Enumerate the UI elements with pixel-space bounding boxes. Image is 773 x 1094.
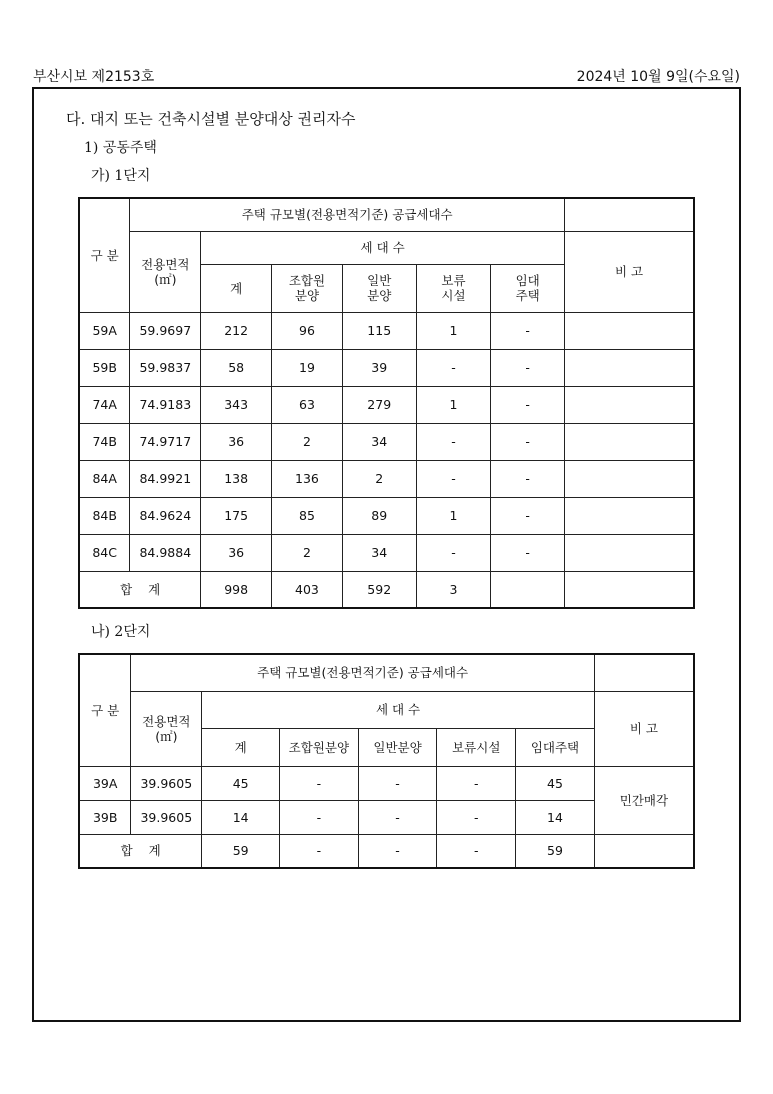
cell-note — [565, 312, 694, 349]
cell-reserve: - — [416, 534, 491, 571]
cell-rental: - — [491, 312, 565, 349]
cell-rental: - — [491, 386, 565, 423]
cell-area: 39.9605 — [131, 766, 202, 800]
table-row — [79, 534, 694, 571]
table-row — [79, 386, 694, 423]
cell-rental: - — [491, 349, 565, 386]
cell-area: 39.9605 — [131, 800, 202, 834]
cell-union: - — [280, 800, 359, 834]
cell-union: 63 — [272, 386, 343, 423]
header-general: 일반분양 — [358, 728, 437, 766]
cell-general: 34 — [342, 534, 416, 571]
sum-rental — [491, 571, 565, 608]
cell-union: 85 — [272, 497, 343, 534]
cell-area: 59.9697 — [130, 312, 201, 349]
cell-type: 84C — [79, 534, 130, 571]
sum-total: 59 — [202, 834, 280, 868]
cell-general: 89 — [342, 497, 416, 534]
cell-type: 59A — [79, 312, 130, 349]
cell-total: 138 — [201, 460, 272, 497]
header-area: 전용면적 (㎡) — [131, 691, 202, 766]
cell-type: 74B — [79, 423, 130, 460]
header-supply: 주택 규모별(전용면적기준) 공급세대수 — [130, 198, 565, 231]
cell-union: 2 — [272, 423, 343, 460]
header-total: 계 — [202, 728, 280, 766]
header-units: 세 대 수 — [202, 691, 595, 728]
sum-union: 403 — [272, 571, 343, 608]
header-remarks: 비 고 — [594, 691, 694, 766]
cell-total: 36 — [201, 534, 272, 571]
header-union: 조합원 분양 — [272, 264, 343, 312]
sum-row — [79, 834, 694, 868]
cell-note — [565, 386, 694, 423]
sum-total: 998 — [201, 571, 272, 608]
table-row — [79, 497, 694, 534]
cell-rental: - — [491, 423, 565, 460]
cell-reserve: - — [416, 460, 491, 497]
cell-reserve: - — [437, 800, 516, 834]
cell-type: 39B — [79, 800, 131, 834]
header-total: 계 — [201, 264, 272, 312]
cell-type: 84B — [79, 497, 130, 534]
header-remarks: 비 고 — [565, 231, 694, 312]
cell-reserve: - — [416, 423, 491, 460]
header-blank — [594, 654, 694, 691]
cell-rental: 45 — [516, 766, 595, 800]
header-rental: 임대주택 — [516, 728, 595, 766]
sum-label: 합 계 — [79, 571, 201, 608]
cell-total: 212 — [201, 312, 272, 349]
cell-reserve: 1 — [416, 497, 491, 534]
cell-total: 343 — [201, 386, 272, 423]
cell-union: - — [280, 766, 359, 800]
section-title: 다. 대지 또는 건축시설별 분양대상 권리자수 — [66, 110, 356, 128]
cell-union: 136 — [272, 460, 343, 497]
sum-label: 합 계 — [79, 834, 202, 868]
cell-reserve: 1 — [416, 386, 491, 423]
header-group: 구 분 — [79, 654, 131, 766]
complex1-table — [78, 197, 695, 609]
cell-union: 2 — [272, 534, 343, 571]
cell-rental: - — [491, 534, 565, 571]
cell-type: 84A — [79, 460, 130, 497]
cell-note — [565, 497, 694, 534]
cell-general: 279 — [342, 386, 416, 423]
cell-type: 74A — [79, 386, 130, 423]
cell-type: 39A — [79, 766, 131, 800]
cell-general: 34 — [342, 423, 416, 460]
cell-reserve: - — [437, 766, 516, 800]
cell-area: 84.9884 — [130, 534, 201, 571]
cell-area: 84.9624 — [130, 497, 201, 534]
cell-union: 19 — [272, 349, 343, 386]
cell-type: 59B — [79, 349, 130, 386]
header-union: 조합원분양 — [280, 728, 359, 766]
cell-rental: - — [491, 497, 565, 534]
subsection-title: 1) 공동주택 — [84, 140, 157, 156]
header-group: 구 분 — [79, 198, 130, 312]
cell-area: 74.9717 — [130, 423, 201, 460]
cell-total: 175 — [201, 497, 272, 534]
cell-area: 59.9837 — [130, 349, 201, 386]
table-row — [79, 349, 694, 386]
cell-reserve: 1 — [416, 312, 491, 349]
cell-union: 96 — [272, 312, 343, 349]
sum-general: - — [358, 834, 437, 868]
cell-area: 84.9921 — [130, 460, 201, 497]
sum-note — [594, 834, 694, 868]
header-units: 세 대 수 — [201, 231, 565, 264]
cell-note — [565, 349, 694, 386]
cell-note — [565, 423, 694, 460]
header-supply: 주택 규모별(전용면적기준) 공급세대수 — [131, 654, 594, 691]
cell-rental: - — [491, 460, 565, 497]
table-row — [79, 460, 694, 497]
cell-total: 58 — [201, 349, 272, 386]
cell-rental: 14 — [516, 800, 595, 834]
sum-general: 592 — [342, 571, 416, 608]
header-general: 일반 분양 — [342, 264, 416, 312]
table-row — [79, 766, 694, 800]
complex1-label: 가) 1단지 — [91, 168, 151, 184]
cell-general: - — [358, 766, 437, 800]
cell-total: 14 — [202, 800, 280, 834]
sum-reserve: 3 — [416, 571, 491, 608]
header-area: 전용면적 (㎡) — [130, 231, 201, 312]
cell-general: 39 — [342, 349, 416, 386]
cell-note — [565, 460, 694, 497]
table-row — [79, 312, 694, 349]
sum-union: - — [280, 834, 359, 868]
header-reserve: 보류시설 — [437, 728, 516, 766]
cell-general: 115 — [342, 312, 416, 349]
cell-area: 74.9183 — [130, 386, 201, 423]
cell-reserve: - — [416, 349, 491, 386]
cell-general: 2 — [342, 460, 416, 497]
bulletin-date: 2024년 10월 9일(수요일) — [576, 69, 740, 85]
cell-total: 36 — [201, 423, 272, 460]
sum-reserve: - — [437, 834, 516, 868]
bulletin-issue: 부산시보 제2153호 — [33, 69, 155, 85]
header-reserve: 보류 시설 — [416, 264, 491, 312]
sum-note — [565, 571, 694, 608]
cell-general: - — [358, 800, 437, 834]
header-rental: 임대 주택 — [491, 264, 565, 312]
cell-total: 45 — [202, 766, 280, 800]
table-row — [79, 423, 694, 460]
complex2-table — [78, 653, 695, 869]
header-blank — [565, 198, 694, 231]
cell-note — [565, 534, 694, 571]
sum-row — [79, 571, 694, 608]
complex2-label: 나) 2단지 — [91, 624, 151, 640]
cell-note-merged: 민간매각 — [594, 766, 694, 834]
sum-rental: 59 — [516, 834, 595, 868]
